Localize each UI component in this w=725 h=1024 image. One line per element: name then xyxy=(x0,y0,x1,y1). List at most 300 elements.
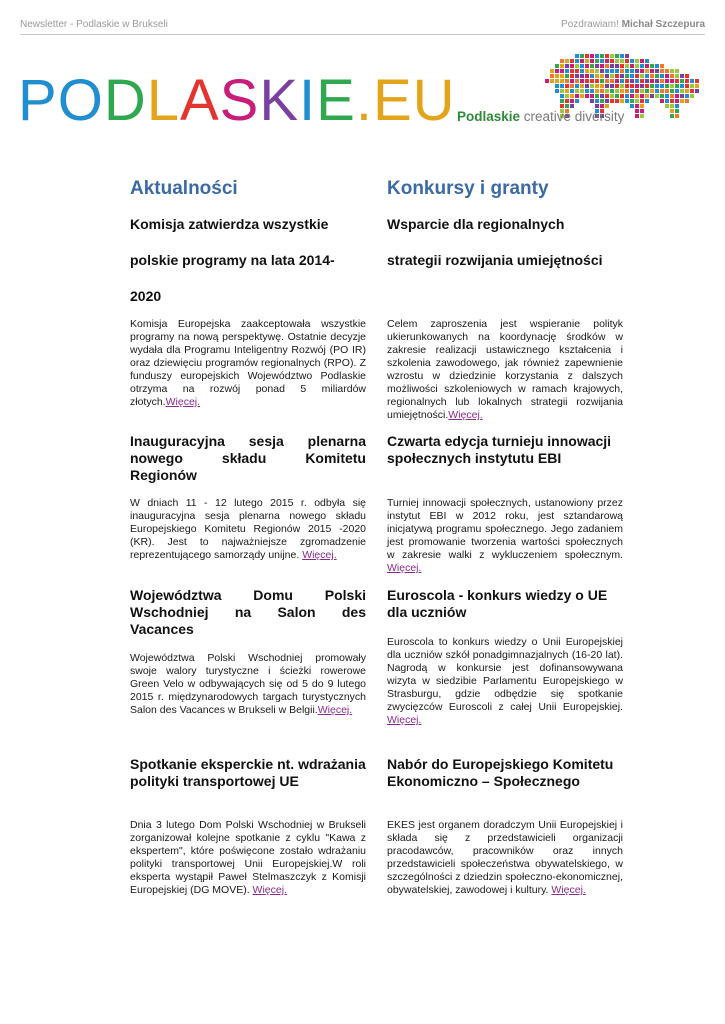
section-title-news: Aktualności xyxy=(130,178,238,199)
mosaic-tile xyxy=(600,84,604,88)
mosaic-tile xyxy=(645,99,649,103)
podlaskie-eu-logo xyxy=(18,70,456,132)
mosaic-tile xyxy=(550,69,554,73)
mosaic-tile xyxy=(690,89,694,93)
logo-letter: E xyxy=(372,68,413,133)
mosaic-tile xyxy=(610,69,614,73)
mosaic-tile xyxy=(580,94,584,98)
mosaic-tile xyxy=(635,84,639,88)
mosaic-tile xyxy=(565,79,569,83)
mosaic-tile xyxy=(655,94,659,98)
news-body-3 xyxy=(130,652,366,717)
mosaic-tile xyxy=(665,69,669,73)
grant-body-2 xyxy=(387,497,623,575)
mosaic-tile xyxy=(660,84,664,88)
mosaic-tile xyxy=(640,104,644,108)
mosaic-tile xyxy=(680,79,684,83)
mosaic-tile xyxy=(570,94,574,98)
mosaic-tile xyxy=(670,114,674,118)
mosaic-tile xyxy=(570,74,574,78)
mosaic-tile xyxy=(595,89,599,93)
mosaic-tile xyxy=(590,54,594,58)
mosaic-tile xyxy=(575,69,579,73)
mosaic-tile xyxy=(620,84,624,88)
news-body-4 xyxy=(130,819,366,897)
news-body-2 xyxy=(130,497,366,562)
read-more-link[interactable]: Więcej. xyxy=(448,409,483,421)
mosaic-tile xyxy=(660,74,664,78)
mosaic-tile xyxy=(620,89,624,93)
read-more-link[interactable]: Więcej. xyxy=(252,884,287,896)
mosaic-tile xyxy=(575,54,579,58)
mosaic-tile xyxy=(590,74,594,78)
grant-item-3 xyxy=(387,587,623,621)
mosaic-tile xyxy=(625,64,629,68)
mosaic-tile xyxy=(635,74,639,78)
mosaic-tile xyxy=(675,89,679,93)
mosaic-tile xyxy=(615,64,619,68)
mosaic-tile xyxy=(675,114,679,118)
mosaic-tile xyxy=(580,84,584,88)
mosaic-tile xyxy=(635,89,639,93)
mosaic-tile xyxy=(660,89,664,93)
news-title[interactable]: Spotkanie eksperckie nt. wdrażania polityki transportowej UE xyxy=(130,756,366,789)
mosaic-tile xyxy=(625,99,629,103)
mosaic-tile xyxy=(685,99,689,103)
mosaic-tile xyxy=(645,74,649,78)
mosaic-tile xyxy=(635,69,639,73)
mosaic-tile xyxy=(580,54,584,58)
mosaic-tile xyxy=(595,84,599,88)
grant-title-line-1[interactable]: Wsparcie dla regionalnych xyxy=(387,216,565,232)
mosaic-tile xyxy=(675,69,679,73)
mosaic-tile xyxy=(640,59,644,63)
news-title-line-1[interactable]: Komisja zatwierdza wszystkie xyxy=(130,216,329,232)
mosaic-tile xyxy=(630,94,634,98)
mosaic-tile xyxy=(640,109,644,113)
news-body-text: W dniach 11 - 12 lutego 2015 r. odbyła się inauguracyjna sesja plenarna nowego składu Europejskiego Komitetu Regionów 2015 -2020 (KR). Jest to najważniejsze zgromadzenie reprezentującego samorządy unijne. xyxy=(130,497,366,561)
mosaic-tile xyxy=(645,64,649,68)
read-more-link[interactable]: Więcej. xyxy=(551,884,586,896)
mosaic-tile xyxy=(600,54,604,58)
read-more-link[interactable]: Więcej. xyxy=(387,562,422,574)
logo-letter: . xyxy=(355,68,373,133)
logo-letter: K xyxy=(259,68,300,133)
mosaic-tile xyxy=(630,79,634,83)
mosaic-tile xyxy=(680,84,684,88)
mosaic-tile xyxy=(595,94,599,98)
mosaic-tile xyxy=(605,99,609,103)
mosaic-tile xyxy=(685,89,689,93)
news-body-1 xyxy=(130,318,366,409)
mosaic-tile xyxy=(620,74,624,78)
mosaic-tile xyxy=(590,99,594,103)
news-item-4 xyxy=(130,756,366,790)
mosaic-tile xyxy=(635,104,639,108)
mosaic-tile xyxy=(605,89,609,93)
mosaic-tile xyxy=(560,64,564,68)
mosaic-tile xyxy=(660,99,664,103)
read-more-link[interactable]: Więcej. xyxy=(302,549,337,561)
mosaic-tile xyxy=(585,54,589,58)
mosaic-tile xyxy=(665,74,669,78)
mosaic-tile xyxy=(615,79,619,83)
mosaic-tile xyxy=(565,59,569,63)
mosaic-tile xyxy=(570,59,574,63)
signature-name: Michał Szczepura xyxy=(621,19,705,30)
mosaic-tile xyxy=(555,74,559,78)
mosaic-tile xyxy=(660,94,664,98)
mosaic-tile xyxy=(675,99,679,103)
mosaic-tile xyxy=(610,64,614,68)
logo-letter: E xyxy=(316,68,356,133)
mosaic-tile xyxy=(650,94,654,98)
mosaic-tile xyxy=(580,59,584,63)
mosaic-tile xyxy=(600,104,604,108)
mosaic-tile xyxy=(595,74,599,78)
mosaic-tile xyxy=(645,84,649,88)
grant-body-text: Turniej innowacji społecznych, ustanowiony przez instytut EBI w 2012 roku, jest sztandarową inicjatywą programu społecznego. Jego zadaniem jest promowanie tworzenia wartości społecznych w zakresie walki z wykluczeniem społecznym. xyxy=(387,497,623,561)
mosaic-tile xyxy=(570,84,574,88)
mosaic-tile xyxy=(600,59,604,63)
mosaic-tile xyxy=(670,79,674,83)
mosaic-tile xyxy=(560,69,564,73)
mosaic-tile xyxy=(560,104,564,108)
mosaic-tile xyxy=(585,64,589,68)
mosaic-tile xyxy=(620,69,624,73)
mosaic-tile xyxy=(690,94,694,98)
grant-title[interactable]: Czwarta edycja turnieju innowacji społecznych instytutu EBI xyxy=(387,433,612,466)
mosaic-tile xyxy=(630,69,634,73)
mosaic-tile xyxy=(645,94,649,98)
mosaic-tile xyxy=(695,89,699,93)
mosaic-tile xyxy=(560,99,564,103)
mosaic-tile xyxy=(655,74,659,78)
greeting: Pozdrawiam! xyxy=(561,19,619,30)
mosaic-tile xyxy=(670,104,674,108)
mosaic-tile xyxy=(600,69,604,73)
mosaic-tile xyxy=(620,94,624,98)
mosaic-tile xyxy=(575,99,579,103)
mosaic-tile xyxy=(590,59,594,63)
mosaic-tile xyxy=(610,54,614,58)
mosaic-tile xyxy=(640,74,644,78)
mosaic-tile xyxy=(680,94,684,98)
mosaic-tile xyxy=(640,79,644,83)
mosaic-tile xyxy=(585,69,589,73)
news-body-text: Komisja Europejska zaakceptowała wszystkie programy na nową perspektywę. Ostatnie decyzje wydała dla Programu Inteligentny Rozwój (PO IR) oraz dziewięciu programów regionalnych (RPO). Z funduszy europejskich Województwo Podlaskie otrzyma na rozwój ponad 5 miliardów złotych. xyxy=(130,318,366,408)
grant-title[interactable]: Euroscola - konkurs wiedzy o UE dla uczniów xyxy=(387,587,608,620)
news-body-text: Dnia 3 lutego Dom Polski Wschodniej w Brukseli zorganizował kolejne spotkanie z cyklu "Kawa z ekspertem", które poświęcone zostało wdrażaniu polityki transportowej Unii Europejskiej.W roli eksperta wystąpił Paweł Stelmaszczyk z Komisji Europejskiej (DG MOVE). xyxy=(130,819,366,896)
mosaic-tile xyxy=(630,99,634,103)
mosaic-tile xyxy=(600,74,604,78)
mosaic-tile xyxy=(615,74,619,78)
mosaic-tile xyxy=(640,84,644,88)
mosaic-tile xyxy=(665,79,669,83)
mosaic-tile xyxy=(565,64,569,68)
mosaic-tile xyxy=(675,79,679,83)
news-item-2 xyxy=(130,433,366,484)
mosaic-tile xyxy=(615,69,619,73)
mosaic-tile xyxy=(630,104,634,108)
mosaic-tile xyxy=(550,79,554,83)
mosaic-tile xyxy=(640,94,644,98)
logo-letter: A xyxy=(179,68,220,133)
mosaic-tile xyxy=(625,69,629,73)
mosaic-tile xyxy=(555,89,559,93)
mosaic-tile xyxy=(645,69,649,73)
mosaic-tile xyxy=(555,84,559,88)
mosaic-tile xyxy=(615,54,619,58)
mosaic-tile xyxy=(560,59,564,63)
mosaic-tile xyxy=(630,74,634,78)
mosaic-tile xyxy=(625,84,629,88)
mosaic-tile xyxy=(615,84,619,88)
mosaic-tile xyxy=(575,79,579,83)
mosaic-tile xyxy=(600,94,604,98)
mosaic-tile xyxy=(685,79,689,83)
mosaic-tile xyxy=(590,79,594,83)
mosaic-tile xyxy=(575,84,579,88)
mosaic-tile xyxy=(565,84,569,88)
mosaic-tile xyxy=(670,89,674,93)
mosaic-tile xyxy=(580,89,584,93)
mosaic-tile xyxy=(680,89,684,93)
mosaic-tile xyxy=(630,64,634,68)
grant-body-text: EKES jest organem doradczym Unii Europejskiej i składa się z przedstawicieli organizacji pracodawców, pracowników oraz innych przedstawicieli społeczeństwa obywatelskiego, w szczególności z dziedzin społeczno-ekonomicznej, obywatelskiej, zawodowej i kultury. xyxy=(387,819,623,896)
mosaic-tile xyxy=(670,69,674,73)
mosaic-tile xyxy=(685,94,689,98)
mosaic-tile xyxy=(640,69,644,73)
mosaic-tile xyxy=(590,94,594,98)
brand-tagline xyxy=(457,109,624,124)
mosaic-tile xyxy=(615,59,619,63)
mosaic-tile xyxy=(695,79,699,83)
mosaic-tile xyxy=(610,94,614,98)
mosaic-tile xyxy=(600,99,604,103)
mosaic-tile xyxy=(610,74,614,78)
mosaic-tile xyxy=(595,69,599,73)
mosaic-tile xyxy=(640,64,644,68)
logo-letter: L xyxy=(146,68,180,133)
mosaic-tile xyxy=(590,64,594,68)
mosaic-tile xyxy=(665,104,669,108)
mosaic-tile xyxy=(625,59,629,63)
mosaic-tile xyxy=(635,114,639,118)
mosaic-tile xyxy=(665,99,669,103)
mosaic-tile xyxy=(585,74,589,78)
mosaic-tile xyxy=(620,54,624,58)
mosaic-tile xyxy=(615,99,619,103)
mosaic-tile xyxy=(620,99,624,103)
mosaic-tile xyxy=(640,114,644,118)
mosaic-tile xyxy=(620,59,624,63)
mosaic-tile xyxy=(595,99,599,103)
grant-title-line-2[interactable]: strategii rozwijania umiejętności xyxy=(387,252,603,268)
mosaic-tile xyxy=(545,79,549,83)
mosaic-tile xyxy=(575,74,579,78)
mosaic-tile xyxy=(590,84,594,88)
mosaic-tile xyxy=(635,109,639,113)
tagline-strong: Podlaskie xyxy=(457,109,521,124)
grant-body-1 xyxy=(387,318,623,422)
mosaic-tile xyxy=(605,69,609,73)
mosaic-tile xyxy=(565,104,569,108)
mosaic-tile xyxy=(655,69,659,73)
news-item-3 xyxy=(130,587,366,638)
mosaic-tile xyxy=(575,89,579,93)
mosaic-tile xyxy=(650,69,654,73)
mosaic-tile xyxy=(680,99,684,103)
mosaic-tile xyxy=(560,94,564,98)
signature-line xyxy=(561,19,705,30)
mosaic-tile xyxy=(625,74,629,78)
mosaic-tile xyxy=(605,84,609,88)
mosaic-tile xyxy=(605,74,609,78)
mosaic-tile xyxy=(560,84,564,88)
mosaic-tile xyxy=(605,64,609,68)
mosaic-tile xyxy=(680,74,684,78)
mosaic-tile xyxy=(600,79,604,83)
mosaic-tile xyxy=(650,74,654,78)
mosaic-tile xyxy=(630,59,634,63)
grant-title[interactable]: Nabór do Europejskiego Komitetu Ekonomiczno – Społecznego xyxy=(387,756,614,789)
mosaic-tile xyxy=(585,89,589,93)
mosaic-tile xyxy=(580,64,584,68)
grant-body-3 xyxy=(387,636,623,727)
mosaic-tile xyxy=(570,104,574,108)
news-body-text: Województwa Polski Wschodniej promowały swoje walory turystyczne i ścieżki rowerowe Green Velo w odbywających się od 5 do 9 lutego 2015 r. międzynarodowych targach turystycznych Salon des Vacances w Brukseli w Belgii. xyxy=(130,652,366,716)
mosaic-tile xyxy=(685,74,689,78)
mosaic-tile xyxy=(635,99,639,103)
mosaic-tile xyxy=(690,84,694,88)
mosaic-tile xyxy=(625,54,629,58)
mosaic-tile xyxy=(605,94,609,98)
mosaic-tile xyxy=(575,94,579,98)
mosaic-tile xyxy=(675,104,679,108)
mosaic-tile xyxy=(610,99,614,103)
newsletter-header-bar xyxy=(20,16,705,35)
mosaic-tile xyxy=(605,79,609,83)
mosaic-tile xyxy=(625,89,629,93)
logo-letter: P xyxy=(18,68,58,133)
mosaic-tile xyxy=(600,89,604,93)
news-item-1 xyxy=(130,206,366,314)
mosaic-tile xyxy=(555,64,559,68)
mosaic-tile xyxy=(645,79,649,83)
read-more-link[interactable]: Więcej. xyxy=(387,714,422,726)
news-title[interactable]: Inauguracyjna sesja plenarna nowego składu Komitetu Regionów xyxy=(130,433,366,483)
read-more-link[interactable]: Więcej. xyxy=(317,704,353,716)
mosaic-tile xyxy=(570,64,574,68)
mosaic-tile xyxy=(665,89,669,93)
mosaic-tile xyxy=(665,84,669,88)
mosaic-tile xyxy=(595,79,599,83)
mosaic-tile xyxy=(585,59,589,63)
mosaic-tile xyxy=(625,94,629,98)
logo-letter: I xyxy=(299,68,317,133)
mosaic-tile xyxy=(570,79,574,83)
mosaic-tile xyxy=(605,54,609,58)
mosaic-tile xyxy=(585,79,589,83)
news-title-line-3[interactable]: 2020 xyxy=(130,288,162,304)
mosaic-tile xyxy=(655,84,659,88)
mosaic-tile xyxy=(650,64,654,68)
grant-body-4 xyxy=(387,819,623,897)
mosaic-tile xyxy=(685,84,689,88)
section-title-grants: Konkursy i granty xyxy=(387,178,549,199)
mosaic-tile xyxy=(630,84,634,88)
mosaic-tile xyxy=(620,79,624,83)
mosaic-tile xyxy=(660,69,664,73)
logo-letter: O xyxy=(57,68,104,133)
mosaic-tile xyxy=(655,79,659,83)
news-title[interactable]: Województwa Domu Polski Wschodniej na Salon des Vacances xyxy=(130,587,366,637)
logo-letter: D xyxy=(103,68,147,133)
mosaic-tile xyxy=(605,59,609,63)
mosaic-tile xyxy=(595,104,599,108)
mosaic-tile xyxy=(575,64,579,68)
mosaic-tile xyxy=(675,94,679,98)
mosaic-tile xyxy=(625,79,629,83)
grant-body-text: Euroscola to konkurs wiedzy o Unii Europejskiej dla uczniów szkół ponadgimnazjalnych (16-20 lat). Nagrodą w konkursie jest dofinansowywana wizyta w siedzibie Parlamentu Europejskiego w Strasburgu, gdzie odbędzie się spotkanie zwycięzców Euroscoli z całej Unii Europejskiej. xyxy=(387,636,623,713)
mosaic-tile xyxy=(565,99,569,103)
mosaic-tile xyxy=(670,109,674,113)
mosaic-tile xyxy=(615,94,619,98)
mosaic-tile xyxy=(580,79,584,83)
mosaic-tile xyxy=(595,64,599,68)
mosaic-tile xyxy=(645,59,649,63)
logo-letter: U xyxy=(412,68,456,133)
mosaic-tile xyxy=(550,74,554,78)
grant-item-1 xyxy=(387,206,623,278)
mosaic-tile xyxy=(610,79,614,83)
mosaic-tile xyxy=(660,79,664,83)
newsletter-title: Newsletter - Podlaskie w Brukseli xyxy=(20,19,168,30)
mosaic-tile xyxy=(645,89,649,93)
mosaic-tile xyxy=(610,84,614,88)
mosaic-tile xyxy=(695,84,699,88)
mosaic-tile xyxy=(560,89,564,93)
mosaic-tile xyxy=(555,69,559,73)
logo-letter: S xyxy=(219,68,260,133)
mosaic-tile xyxy=(570,89,574,93)
grant-item-4 xyxy=(387,756,623,790)
mosaic-tile xyxy=(590,89,594,93)
mosaic-tile xyxy=(630,89,634,93)
mosaic-tile xyxy=(590,69,594,73)
mosaic-tile xyxy=(675,74,679,78)
mosaic-tile xyxy=(555,79,559,83)
mosaic-tile xyxy=(675,84,679,88)
brand-block xyxy=(457,42,707,132)
mosaic-tile xyxy=(610,89,614,93)
mosaic-tile xyxy=(570,99,574,103)
mosaic-tile xyxy=(665,94,669,98)
news-title-line-2[interactable]: polskie programy na lata 2014- xyxy=(130,252,335,268)
mosaic-tile xyxy=(620,64,624,68)
mosaic-tile xyxy=(615,89,619,93)
mosaic-tile xyxy=(670,74,674,78)
mosaic-tile xyxy=(635,59,639,63)
mosaic-tile xyxy=(565,69,569,73)
mosaic-tile xyxy=(585,84,589,88)
mosaic-tile xyxy=(610,59,614,63)
mosaic-tile xyxy=(670,99,674,103)
read-more-link[interactable]: Więcej. xyxy=(165,396,201,408)
mosaic-tile xyxy=(660,64,664,68)
mosaic-tile xyxy=(670,94,674,98)
